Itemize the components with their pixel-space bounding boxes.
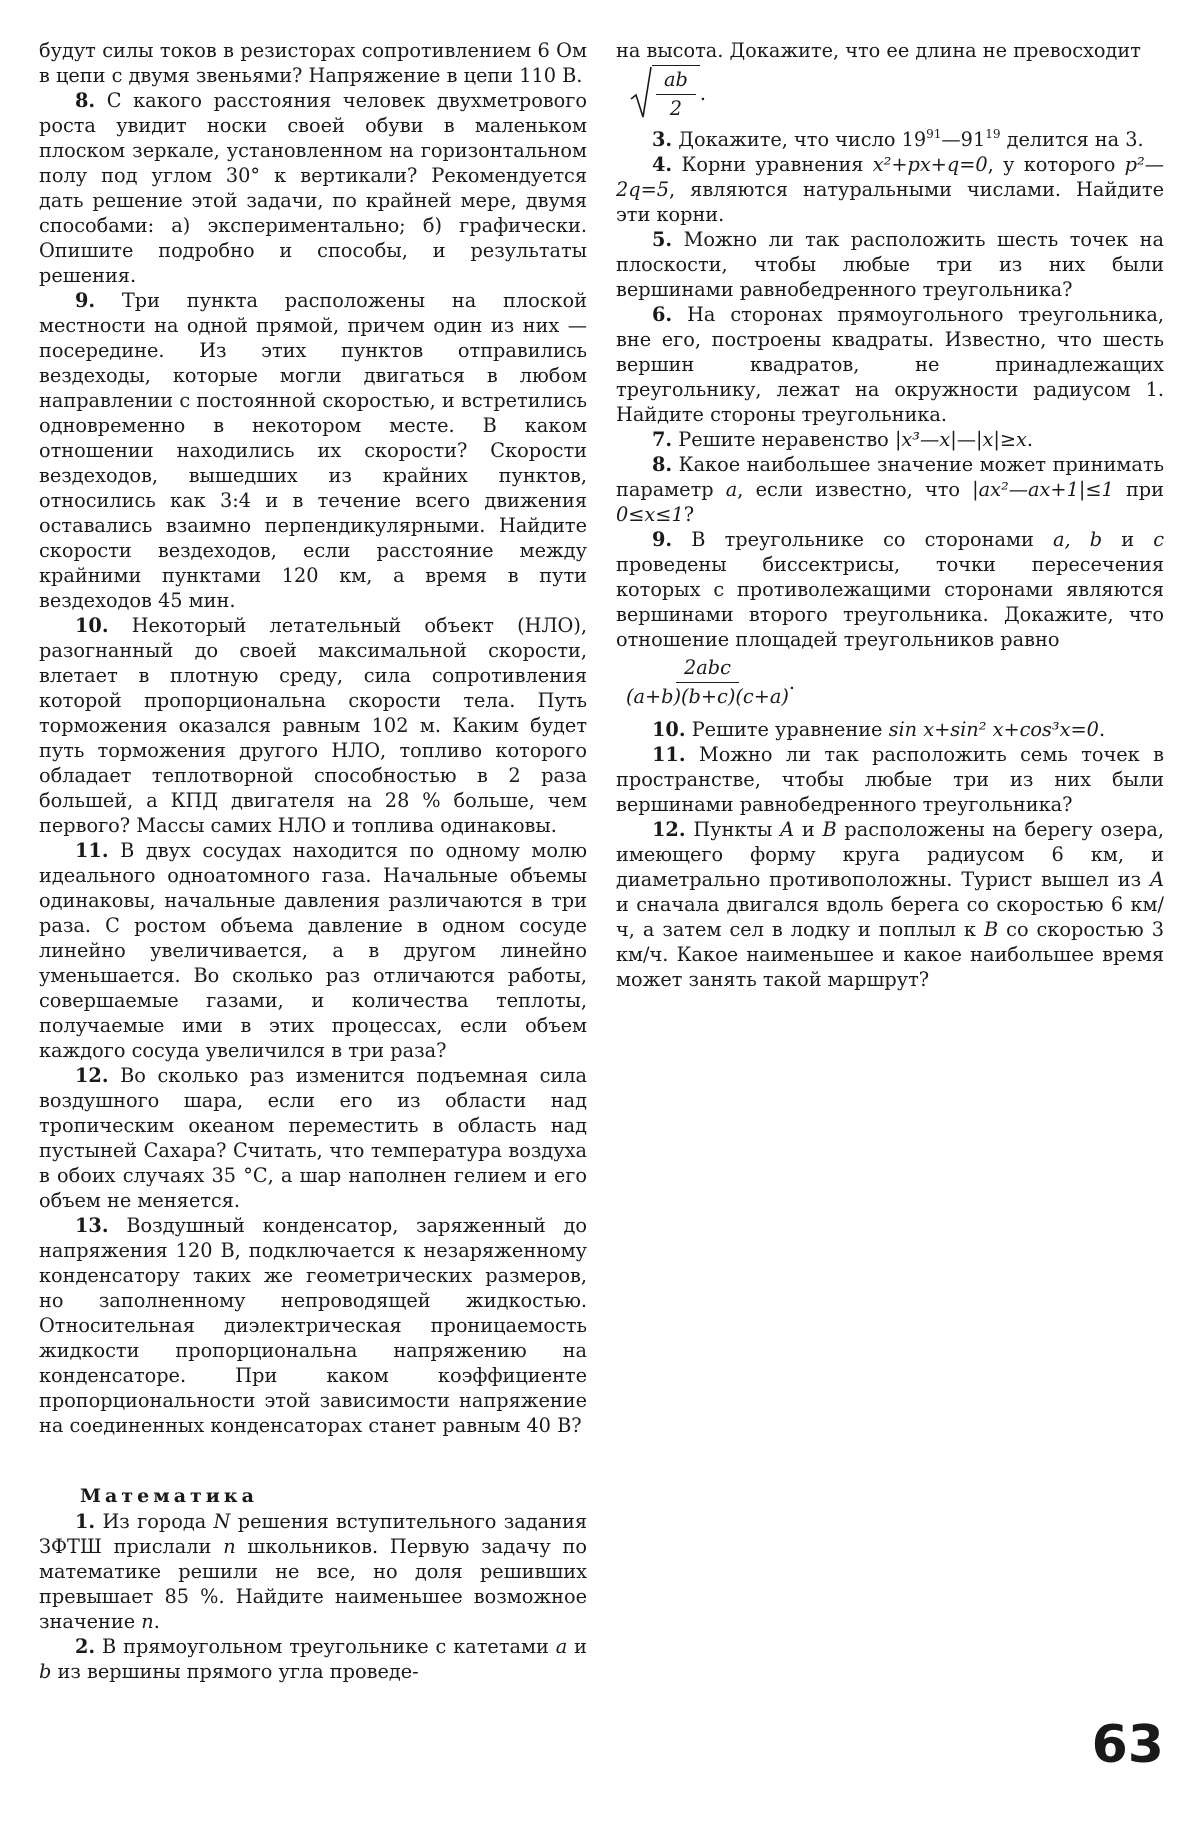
page-number: 63 bbox=[1091, 1715, 1164, 1775]
math-expression: sin x+sin² x+cos³x=0 bbox=[888, 718, 1099, 741]
problem-text: В прямоугольном треугольнике с катетами bbox=[102, 1635, 556, 1658]
problem-text: . bbox=[153, 1610, 160, 1633]
problem-text: В треугольнике со сторонами bbox=[691, 528, 1053, 551]
exponent: 19 bbox=[985, 127, 1001, 141]
problem-text: и bbox=[567, 1635, 587, 1658]
math-variable: n bbox=[141, 1610, 154, 1633]
problem-text: —91 bbox=[941, 128, 986, 151]
math-expression: 0≤x≤1 bbox=[616, 503, 684, 526]
problem-text: Три пункта расположены на плоской местности на одной прямой, причем один из них — посередине. Из этих пунктов отправились вездеходы, которые могли двигаться в любом направлении с постоянной скоростью, и встретились одновременно в некотором месте. В каком отношении находились их скорости? Скорости вездеходов, вышедших из крайних пунктов, относились как 3:4 и в течение всего движения оставались взаимно перпендикулярными. Найдите скорости вездеходов, если расстояние между крайними пунктами 120 км, а время в пути вездеходов 45 мин. bbox=[39, 289, 587, 612]
problem-text: Некоторый летательный объект (НЛО), разогнанный до своей максимальной скорости, влетает в плотную среду, сила сопротивления которой пропорциональна скорости тела. Путь торможения оказался равным 102 м. Каким будет путь торможения другого НЛО, топливо которого обладает теплотворной способностью в 2 раза большей, а КПД двигателя на 28 % больше, чем первого? Массы самих НЛО и топлива одинаковы. bbox=[39, 614, 587, 837]
problem-number: 8. bbox=[75, 89, 96, 112]
problem-text: Воздушный конденсатор, заряженный до напряжения 120 В, подключается к незаряженному конденсатору таких же геометрических размеров, но заполненному непроводящей жидкостью. Относительная диэлектрическая проницаемость жидкости пропорциональна напряжению на конденсаторе. При каком коэффициенте пропорциональности этой зависимости напряжение на соединенных конденсаторах станет равным 40 В? bbox=[39, 1214, 587, 1437]
math-problem-12 bbox=[616, 817, 1164, 992]
math-variable: B bbox=[983, 918, 999, 941]
problem-number: 12. bbox=[652, 818, 686, 841]
problem-number: 5. bbox=[652, 228, 673, 251]
fraction-denominator: (a+b)(b+c)(c+a) bbox=[626, 685, 789, 708]
sqrt-fraction bbox=[652, 65, 700, 121]
problem-text: , являются натуральными числами. Найдите эти корни. bbox=[616, 178, 1164, 226]
problem-text: На сторонах прямоугольного треугольника, вне его, построены квадраты. Известно, что шесть вершин квадратов, не принадлежащих треугольнику, лежат на окружности радиусом 1. Найдите стороны треугольника. bbox=[616, 303, 1164, 426]
problem-number: 13. bbox=[75, 1214, 109, 1237]
problem-text: Во сколько раз изменится подъемная сила воздушного шара, если его из области над тропическим океаном переместить в область над пустыней Сахара? Считать, что температура воздуха в обоих случаях 35 °С, а шар наполнен гелием и его объем не меняется. bbox=[39, 1064, 587, 1212]
problem-text: В двух сосудах находится по одному молю идеального одноатомного газа. Начальные объемы одинаковы, начальные давления различаются в три раза. С ростом объема давление в одном сосуде линейно увеличивается, а в другом линейно уменьшается. Во сколько раз отличаются работы, совершаемые газами, и количества теплоты, получаемые ими в этих процессах, если объем каждого сосуда увеличился в три раза? bbox=[39, 839, 587, 1062]
math-problem-6 bbox=[616, 302, 1164, 427]
physics-problem-13 bbox=[39, 1213, 587, 1438]
problem-number: 10. bbox=[75, 614, 109, 637]
problem-text: , у которого bbox=[987, 153, 1125, 176]
right-column bbox=[616, 38, 1164, 992]
math-problem-11 bbox=[616, 742, 1164, 817]
math-expression: x²+px+q=0 bbox=[872, 153, 988, 176]
math-problem-10 bbox=[616, 717, 1164, 742]
problem-number: 1. bbox=[75, 1510, 96, 1533]
problem-number: 9. bbox=[75, 289, 96, 312]
math-problem-5 bbox=[616, 227, 1164, 302]
problem-number: 3. bbox=[652, 128, 673, 151]
problem-text: решения вступительного задания ЗФТШ прислали bbox=[39, 1510, 587, 1558]
problem-text: из вершины прямого угла проведе- bbox=[51, 1660, 419, 1683]
section-title-mathematics: Математика bbox=[80, 1485, 258, 1507]
problem-text: С какого расстояния человек двухметрового роста увидит носки своей обуви в маленьком плоском зеркале, установленном на горизонтальном полу под углом 30° к вертикали? Рекомендуется дать решение этой задачи, по крайней мере, двумя способами: а) экспериментально; б) графически. Опишите подробно и способы, и результаты решения. bbox=[39, 89, 587, 287]
math-expression: |x³—x|—|x|≥x bbox=[894, 428, 1027, 451]
problem-text: . bbox=[1098, 718, 1106, 741]
radical-sign-icon bbox=[630, 65, 652, 121]
physics-problem-10 bbox=[39, 613, 587, 838]
problem-number: 4. bbox=[652, 153, 673, 176]
math-variable: a bbox=[555, 1635, 568, 1658]
fraction-expression-line bbox=[616, 656, 1164, 709]
problem-text: Можно ли так расположить шесть точек на плоскости, чтобы любые три из них были вершинами равнобедренного треугольника? bbox=[616, 228, 1164, 301]
sqrt-denominator: 2 bbox=[669, 97, 683, 120]
math-problem-9 bbox=[616, 527, 1164, 652]
math-variable: a, b bbox=[1052, 528, 1103, 551]
problem-text: при bbox=[1113, 478, 1164, 501]
math-variable: N bbox=[213, 1510, 231, 1533]
math-variable: c bbox=[1153, 528, 1165, 551]
problem-text: Пункты bbox=[693, 818, 781, 841]
problem-text: школьников. Первую задачу по математике решили не все, но доля решивших превышает 85 %. Найдите наименьшее возможное значение bbox=[39, 1535, 587, 1633]
problem-text: , если известно, что bbox=[737, 478, 973, 501]
problem-text: расположены на берегу озера, имеющего форму круга радиусом 6 км, и диаметрально противоположны. Турист вышел из bbox=[616, 818, 1164, 891]
math-expression: |ax²—ax+1|≤1 bbox=[972, 478, 1114, 501]
math-problem-4 bbox=[616, 152, 1164, 227]
problem-number: 10. bbox=[652, 718, 686, 741]
math-variable: n bbox=[223, 1535, 236, 1558]
problem-text: и bbox=[794, 818, 823, 841]
sqrt-expression-line bbox=[616, 65, 1164, 121]
math-problem-8 bbox=[616, 452, 1164, 527]
problem-text: ? bbox=[683, 503, 695, 526]
math-variable: A bbox=[1150, 868, 1164, 891]
sentence-end: . bbox=[699, 81, 706, 105]
math-variable: b bbox=[39, 1660, 52, 1683]
physics-problem-9 bbox=[39, 288, 587, 613]
problem-text: и сначала двигался вдоль берега со скоростью 6 км/ч, а затем сел в лодку и поплыл к bbox=[616, 893, 1164, 941]
left-column bbox=[39, 38, 587, 1684]
math-variable: B bbox=[822, 818, 837, 841]
problem-text: делится на 3. bbox=[1000, 128, 1144, 151]
problem-text: Можно ли так расположить семь точек в пространстве, чтобы любые три из них были вершинами равнобедренного треугольника? bbox=[616, 743, 1164, 816]
problem-text: Докажите, что число 19 bbox=[678, 128, 927, 151]
sqrt-numerator: ab bbox=[656, 68, 696, 95]
math-variable: A bbox=[780, 818, 795, 841]
math-problem-2 bbox=[39, 1634, 587, 1684]
math-problem-1 bbox=[39, 1509, 587, 1634]
problem-number: 9. bbox=[652, 528, 673, 551]
physics-problem-12 bbox=[39, 1063, 587, 1213]
exponent: 91 bbox=[926, 127, 942, 141]
area-ratio-fraction bbox=[626, 656, 789, 709]
problem-text: Из города bbox=[102, 1510, 214, 1533]
math-expression: p²—2q=5 bbox=[616, 153, 1164, 201]
problem-text: Решите уравнение bbox=[691, 718, 889, 741]
physics-problem-11 bbox=[39, 838, 587, 1063]
problem-text: Какое наибольшее значение может принимать параметр bbox=[616, 453, 1164, 501]
problem-text: Корни уравнения bbox=[681, 153, 873, 176]
problem-number: 6. bbox=[652, 303, 673, 326]
problem-text: со скоростью 3 км/ч. Какое наименьшее и какое наибольшее время может занять такой маршрут? bbox=[616, 918, 1164, 991]
sentence-end: . bbox=[788, 671, 796, 694]
physics-problem-8 bbox=[39, 88, 587, 288]
problem-text: Решите неравенство bbox=[678, 428, 895, 451]
math-variable: a bbox=[725, 478, 738, 501]
sqrt-formula bbox=[630, 65, 700, 121]
math-problem-7 bbox=[616, 427, 1164, 452]
problem-number: 11. bbox=[75, 839, 109, 862]
problem-number: 7. bbox=[652, 428, 673, 451]
fraction-numerator: 2abc bbox=[676, 656, 739, 683]
math-problem-2-continued bbox=[616, 38, 1164, 63]
problem-text: и bbox=[1102, 528, 1154, 551]
math-problem-3 bbox=[616, 127, 1164, 152]
continued-problem-text: будут силы токов в резисторах сопротивлением 6 Ом в цепи с двумя звеньями? Напряжение в цепи 110 В. bbox=[39, 39, 587, 87]
problem-text: . bbox=[1026, 428, 1034, 451]
problem-number: 12. bbox=[75, 1064, 109, 1087]
problem-number: 11. bbox=[652, 743, 686, 766]
problem-text: на высота. Докажите, что ее длина не превосходит bbox=[616, 39, 1141, 62]
problem-number: 8. bbox=[652, 453, 673, 476]
problem-text: проведены биссектрисы, точки пересечения которых с противолежащими сторонами являются вершинами второго треугольника. Докажите, что отношение площадей треугольников равно bbox=[616, 553, 1164, 651]
problem-number: 2. bbox=[75, 1635, 96, 1658]
